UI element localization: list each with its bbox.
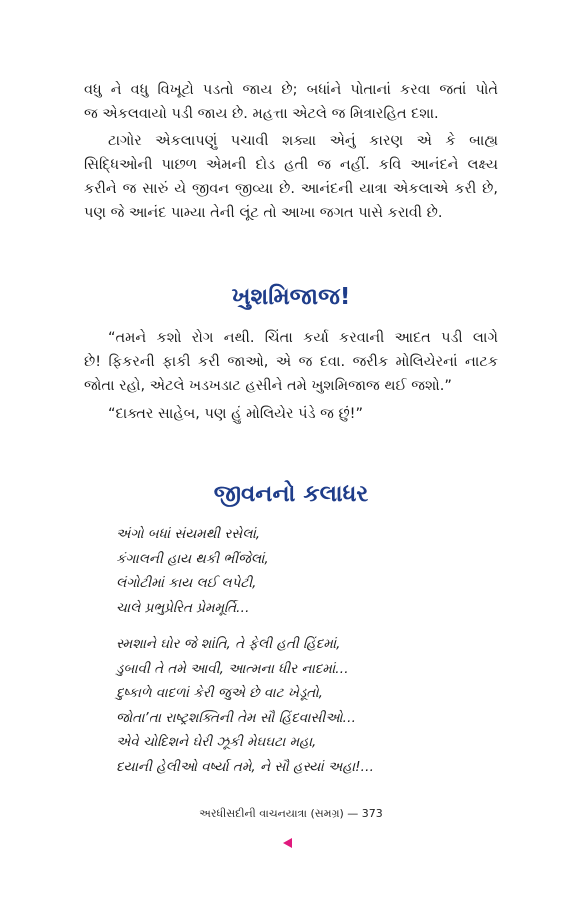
text-line: જોતા રહો, એટલે ખડખડાટ હસીને તમે ખુશમિજાજ થઈ જશો.”	[84, 378, 452, 394]
poem-line: દુષ્કાળે વાદળાં કેરી જુએ છે વાટ ખેડૂતો,	[116, 685, 323, 701]
khushmijaj-paragraph	[84, 326, 498, 398]
section-title-jivanno-kaladhar: જીવનનો કલાધર	[213, 481, 369, 507]
text-line: છે! ફિકરની ફાકી કરી જાઓ, એ જ દવા. જરીક મોલિયેરનાં નાટક	[84, 354, 498, 370]
page-footer: અરધીસદીની વાચનયાત્રા (સમગ્ર) — 373	[199, 807, 383, 820]
poem-line: કંગાલની હાય થકી ભીંજેલાં,	[116, 550, 269, 567]
text-line: “તમને કશો રોગ નથી. ચિંતા કર્યા કરવાની આદત પડી લાગે	[108, 330, 498, 346]
tagore-paragraph	[84, 129, 498, 225]
poem-line: જોતા’તા રાષ્ટ્રશક્તિની તેમ સૌ હિંદવાસીઓ…	[116, 709, 356, 726]
text-line: કરીને જ સારું યે જીવન જીવ્યા છે. આનંદની યાત્રા એકલાએ કરી છે,	[84, 181, 498, 197]
poem-line: સ્મશાને ઘોર જે શાંતિ, તે ફેલી હતી હિંદમાં,	[116, 636, 341, 652]
poem-line: એવે ચોદિશને ઘેરી ઝૂકી મેઘઘટા મહા,	[116, 734, 317, 750]
text-line: “દાક્તર સાહેબ, પણ હું મોલિયેર પંડે જ છું!”	[108, 406, 363, 422]
poem-line: દયાની હેલીઓ વર્ષ્યા તમે, ને સૌ હસ્યાં અહા!…	[116, 758, 375, 775]
poem-stanza-1	[116, 522, 436, 620]
text-line: સિદ્ધિઓની પાછળ એમની દોડ હતી જ નહીં. કવિ આનંદને લક્ષ્ય	[84, 157, 498, 173]
poem-line: ડુબાવી તે તમે આવી, આત્મના ધીર નાદમાં…	[116, 660, 349, 677]
intro-paragraph	[84, 78, 498, 126]
text-line: પણ જે આનંદ પામ્યા તેની લૂંટ તો આખા જગત પાસે કરાવી છે.	[84, 205, 443, 221]
section-title-khushmijaj: ખુશમિજાજ!	[231, 284, 351, 310]
left-triangle-icon[interactable]	[283, 838, 292, 848]
doctor-reply-paragraph	[84, 402, 498, 426]
poem-line: ચાલે પ્રભુપ્રેરિત પ્રેમમૂર્તિ…	[116, 599, 250, 616]
text-line: જ એકલવાયો પડી જાય છે. મહત્તા એટલે જ મિત્રારહિત દશા.	[84, 106, 439, 122]
poem-line: લંગોટીમાં કાય લઈ લપેટી,	[116, 575, 257, 591]
text-line: ટાગોર એકલાપણું પચાવી શક્યા એનું કારણ એ કે બાહ્ય	[108, 133, 498, 149]
text-line: વધુ ને વધુ વિખૂટો પડતો જાય છે; બધાંને પોતાનાં કરવા જતાં પોતે	[84, 82, 498, 98]
poem-line: અંગો બધાં સંયમથી રસેલાં,	[116, 526, 261, 542]
poem-stanza-2	[116, 632, 436, 779]
